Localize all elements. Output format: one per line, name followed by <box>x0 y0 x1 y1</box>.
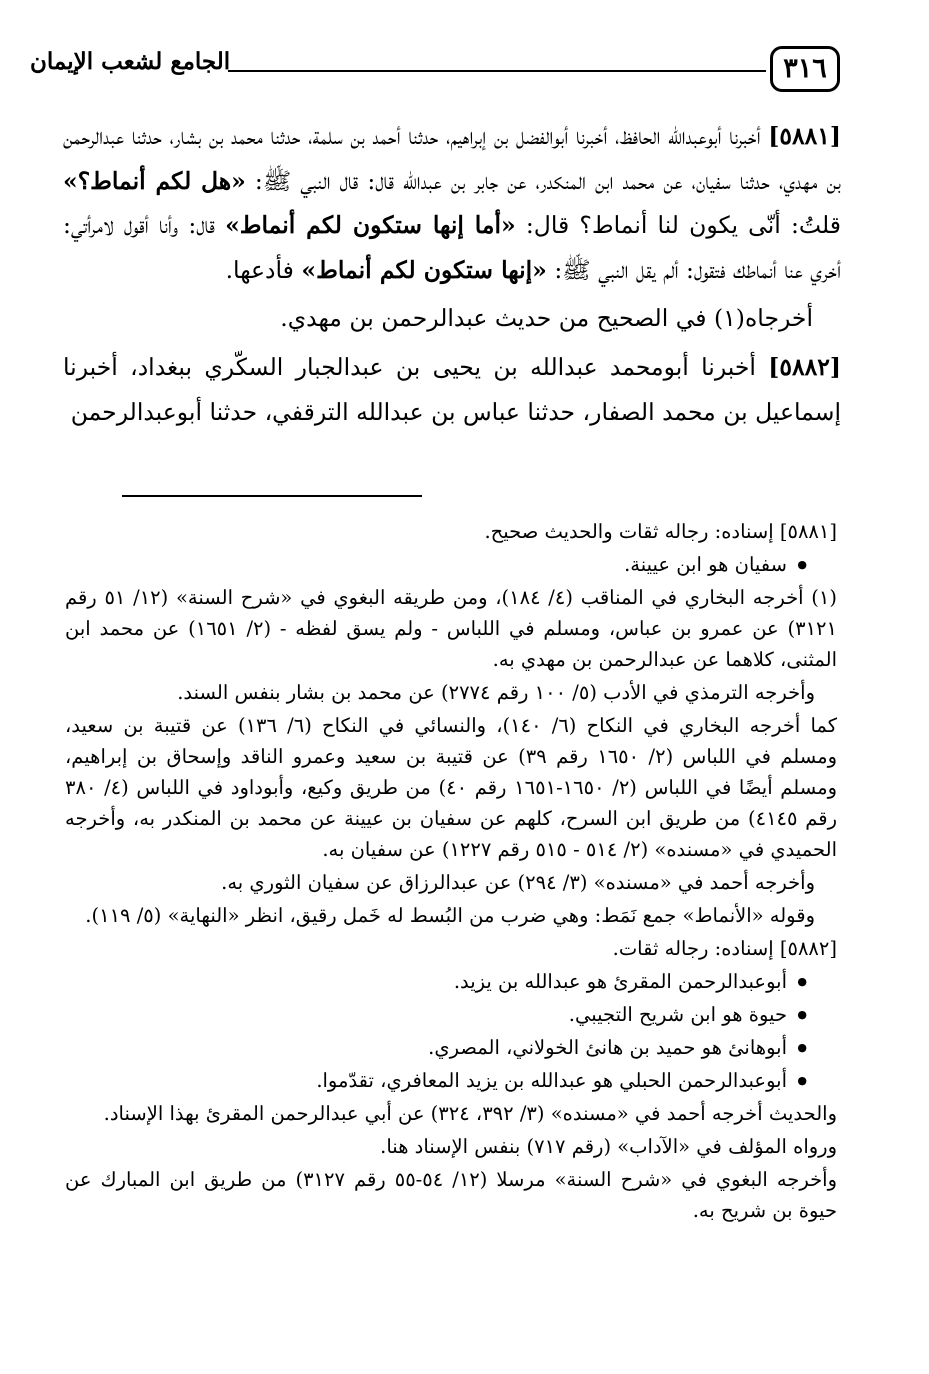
prophetic-quote: «هل لكم أنماط؟» <box>63 166 246 195</box>
hadith-5882 <box>63 345 841 434</box>
note-paragraph: وأخرجه أحمد في «مسنده» (٣/ ٢٩٤) عن عبدالرزاق عن سفيان الثوري به. <box>221 871 815 894</box>
note-bullet: ● أبوهانئ هو حميد بن هانئ الخولاني، المصري. <box>65 1032 837 1063</box>
note-bullet: ● أبوعبدالرحمن المقرئ هو عبدالله بن يزيد. <box>65 966 837 997</box>
note-paragraph: والحديث أخرجه أحمد في «مسنده» (٣/ ٣٩٢، ٣٢٤) عن أبي عبدالرحمن المقرئ بهذا الإسناد. <box>103 1102 837 1125</box>
hadith-5881 <box>63 114 841 292</box>
footnotes <box>65 516 837 1228</box>
note-paragraph: وأخرجه الترمذي في الأدب (٥/ ١٠٠ رقم ٢٧٧٤) عن محمد بن بشار بنفس السند. <box>177 681 815 704</box>
note-bullet: ● سفيان هو ابن عيينة. <box>65 549 837 580</box>
hadith-text: أخبرنا أبومحمد عبدالله بن يحيى بن عبدالجبار السكّري ببغداد، أخبرنا إسماعيل بن محمد الصفار، حدثنا عباس بن عبدالله الترقفي، حدثنا أبوعبدالرحمن <box>63 352 841 426</box>
page-header <box>30 40 840 96</box>
hadith-text: أخبرنا أبوعبدالله الحافظ، أخبرنا أبوالفضل بن إبراهيم، حدثنا أحمد بن سلمة، حدثنا محمد بن بشار، حدثنا عبدالرحمن بن مهدي، حدثنا سفيان، عن محمد ابن المنكدر، عن جابر بن عبدالله قال: قال النبي ﷺ: <box>63 122 841 195</box>
hadith-number: [٥٨٨١] <box>768 122 841 150</box>
footnote-1: (١) أخرجه البخاري في المناقب (٤/ ١٨٤)، ومن طريقه البغوي في «شرح السنة» (١٢/ ٥١ رقم ٣١٢١) عن عمرو بن عباس، ومسلم في اللباس - ولم يسق لفظه - (٢/ ١٦٥١) عن محمد ابن المثنى، كلاهما عن عبدالرحمن بن مهدي به. <box>65 586 837 671</box>
hadith-number: [٥٨٨٢] <box>768 352 841 381</box>
main-text <box>63 114 841 434</box>
takhrij-line: أخرجاه(١) في الصحيح من حديث عبدالرحمن بن مهدي. <box>280 304 813 333</box>
header-rule <box>228 70 766 72</box>
note-bullet: ● حيوة هو ابن شريح التجيبي. <box>65 999 837 1030</box>
hadith-text: قال: وأنا أقول لامرأتي: أخري عنا أنماطك فتقول: ألم يقل النبي ﷺ: <box>63 211 841 284</box>
note-paragraph: وقوله «الأنماط» جمع نَمَط: وهي ضرب من البُسط له خَمل رقيق، انظر «النهاية» (٥/ ١١٩). <box>85 904 815 927</box>
note-paragraph: كما أخرجه البخاري في النكاح (٦/ ١٤٠)، والنسائي في النكاح (٦/ ١٣٦) عن قتيبة بن سعيد، ومسلم في اللباس (٢/ ١٦٥٠ رقم ٣٩) عن قتيبة بن سعيد وعمرو الناقد وإسحاق بن إبراهيم، ومسلم أيضًا في اللباس (٢/ ١٦٥٠-١٦٥١ رقم ٤٠) من طريق وكيع، وأبوداود في اللباس (٤/ ٣٨٠ رقم ٤١٤٥) من طريق ابن السرح، كلهم عن سفيان بن عيينة عن محمد بن المنكدر به، وأخرجه الحميدي في «مسنده» (٢/ ٥١٤ - ٥١٥ رقم ١٢٢٧) عن سفيان به. <box>65 714 837 861</box>
book-title: الجامع لشعب الإيمان <box>30 48 231 75</box>
note-bullet: ● أبوعبدالرحمن الحبلي هو عبدالله بن يزيد المعافري، تقدّموا. <box>65 1065 837 1096</box>
note-paragraph: وأخرجه البغوي في «شرح السنة» مرسلا (١٢/ ٥٤-٥٥ رقم ٣١٢٧) من طريق ابن المبارك عن حيوة بن شريح به. <box>65 1168 837 1222</box>
footnote-separator <box>122 495 422 497</box>
page-number: ٣١٦ <box>770 46 840 92</box>
note-paragraph: ورواه المؤلف في «الآداب» (رقم ٧١٧) بنفس الإسناد هنا. <box>380 1135 837 1158</box>
hadith-text: فأدعها. <box>225 255 302 284</box>
hadith-text: قلتُ: أنّى يكون لنا أنماط؟ قال: <box>515 211 841 240</box>
note-isnad-5882: [٥٨٨٢] إسناده: رجاله ثقات. <box>612 937 837 960</box>
note-isnad-5881: [٥٨٨١] إسناده: رجاله ثقات والحديث صحيح. <box>484 520 837 543</box>
prophetic-quote: «إنها ستكون لكم أنماط» <box>301 255 547 284</box>
prophetic-quote: «أما إنها ستكون لكم أنماط» <box>225 211 516 240</box>
